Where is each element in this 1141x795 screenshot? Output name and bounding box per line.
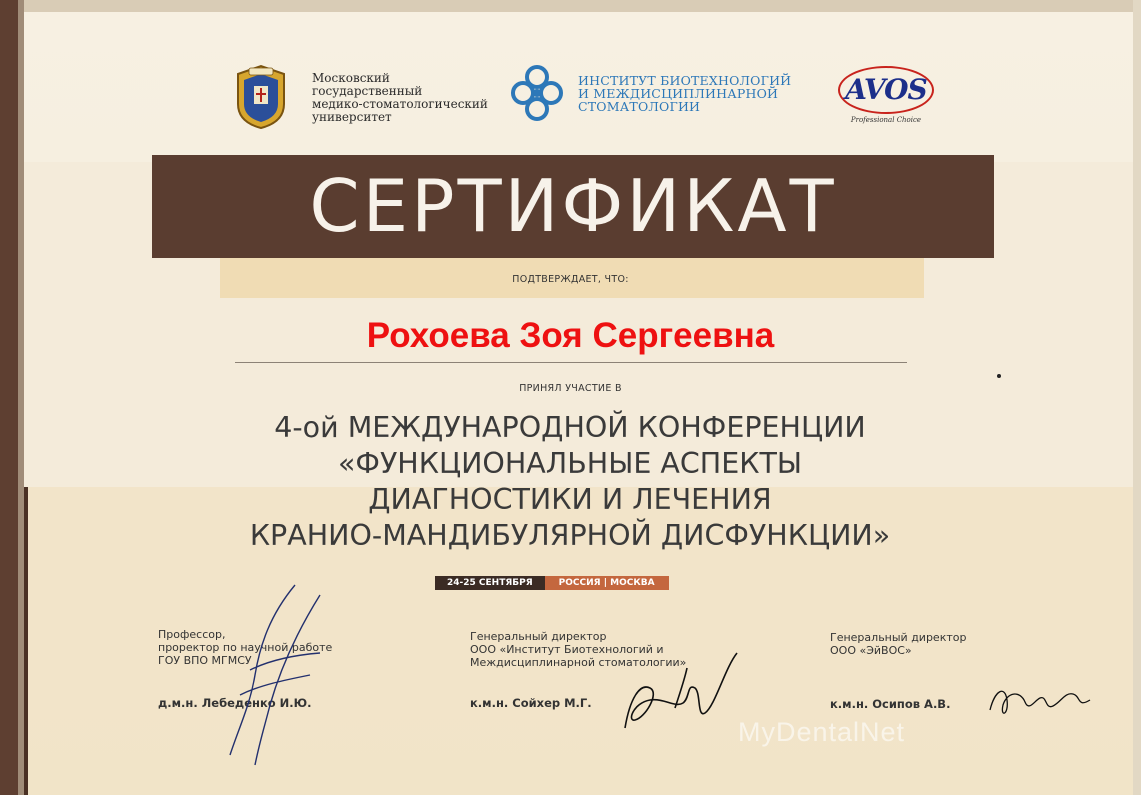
- name-underline: [235, 362, 907, 363]
- conference-line: ДИАГНОСТИКИ И ЛЕЧЕНИЯ: [368, 483, 772, 516]
- institute-logo: [506, 60, 806, 130]
- date-location-badge: [435, 576, 669, 590]
- signatory-1-title: [158, 628, 332, 667]
- confirms-label: ПОДТВЕРЖДАЕТ, ЧТО:: [512, 274, 629, 285]
- recipient-name: Рохоева Зоя Сергеевна: [366, 316, 775, 355]
- scan-edge-right: [1133, 0, 1141, 795]
- conference-line: КРАНИО-МАНДИБУЛЯРНОЙ ДИСФУНКЦИИ»: [249, 519, 891, 552]
- lower-left-edge: [24, 487, 28, 795]
- university-line: Московский: [312, 71, 390, 85]
- signatory-title-line: Профессор,: [158, 628, 226, 641]
- participated-label: ПРИНЯЛ УЧАСТИЕ В: [519, 383, 622, 394]
- circles-logo-icon: [506, 62, 568, 124]
- avos-tagline: Professional Choice: [850, 116, 922, 124]
- scan-edge-top: [0, 0, 1141, 12]
- conference-line: 4-ой МЕЖДУНАРОДНОЙ КОНФЕРЕНЦИИ: [274, 411, 866, 444]
- signatory-2-title: [470, 630, 686, 669]
- signatory-title-line: проректор по научной работе: [158, 641, 333, 654]
- signatory-title-line: Генеральный директор: [830, 631, 967, 644]
- university-line: университет: [312, 110, 392, 124]
- university-line: государственный: [312, 84, 423, 98]
- signatory-title-line: ГОУ ВПО МГМСУ: [158, 654, 252, 667]
- decorative-dot: [997, 374, 1001, 378]
- signatory-1-name: д.м.н. Лебеденко И.Ю.: [158, 696, 312, 710]
- conference-line: «ФУНКЦИОНАЛЬНЫЕ АСПЕКТЫ: [337, 447, 803, 480]
- university-emblem-icon: [232, 64, 290, 130]
- signatory-title-line: Междисциплинарной стоматологии»: [470, 656, 687, 669]
- institute-line: ИНСТИТУТ БИОТЕХНОЛОГИЙ: [578, 73, 792, 88]
- conference-dates: 24-25 СЕНТЯБРЯ: [435, 576, 545, 590]
- university-line: медико-стоматологический: [312, 97, 488, 111]
- conference-title: [160, 410, 980, 554]
- signatory-title-line: ООО «Институт Биотехнологий и: [470, 643, 664, 656]
- signatory-3-name: к.м.н. Осипов А.В.: [830, 697, 951, 711]
- avos-logo: [838, 66, 938, 128]
- institute-line: СТОМАТОЛОГИИ: [578, 99, 701, 114]
- certificate-title: СЕРТИФИКАТ: [309, 164, 837, 248]
- avos-brand: AVOS: [845, 73, 927, 106]
- signatory-title-line: ООО «ЭйВОС»: [830, 644, 912, 657]
- university-logo: [232, 64, 532, 132]
- signatory-3-title: [830, 631, 966, 657]
- university-name: [312, 72, 488, 124]
- conference-location: РОССИЯ | МОСКВА: [545, 576, 669, 590]
- watermark: MyDentalNet: [738, 717, 906, 747]
- signatory-title-line: Генеральный директор: [470, 630, 607, 643]
- institute-line: И МЕЖДИСЦИПЛИНАРНОЙ: [578, 86, 779, 101]
- scan-edge-left: [0, 0, 18, 795]
- institute-name: [578, 74, 791, 113]
- signatory-2-name: к.м.н. Сойхер М.Г.: [470, 696, 592, 710]
